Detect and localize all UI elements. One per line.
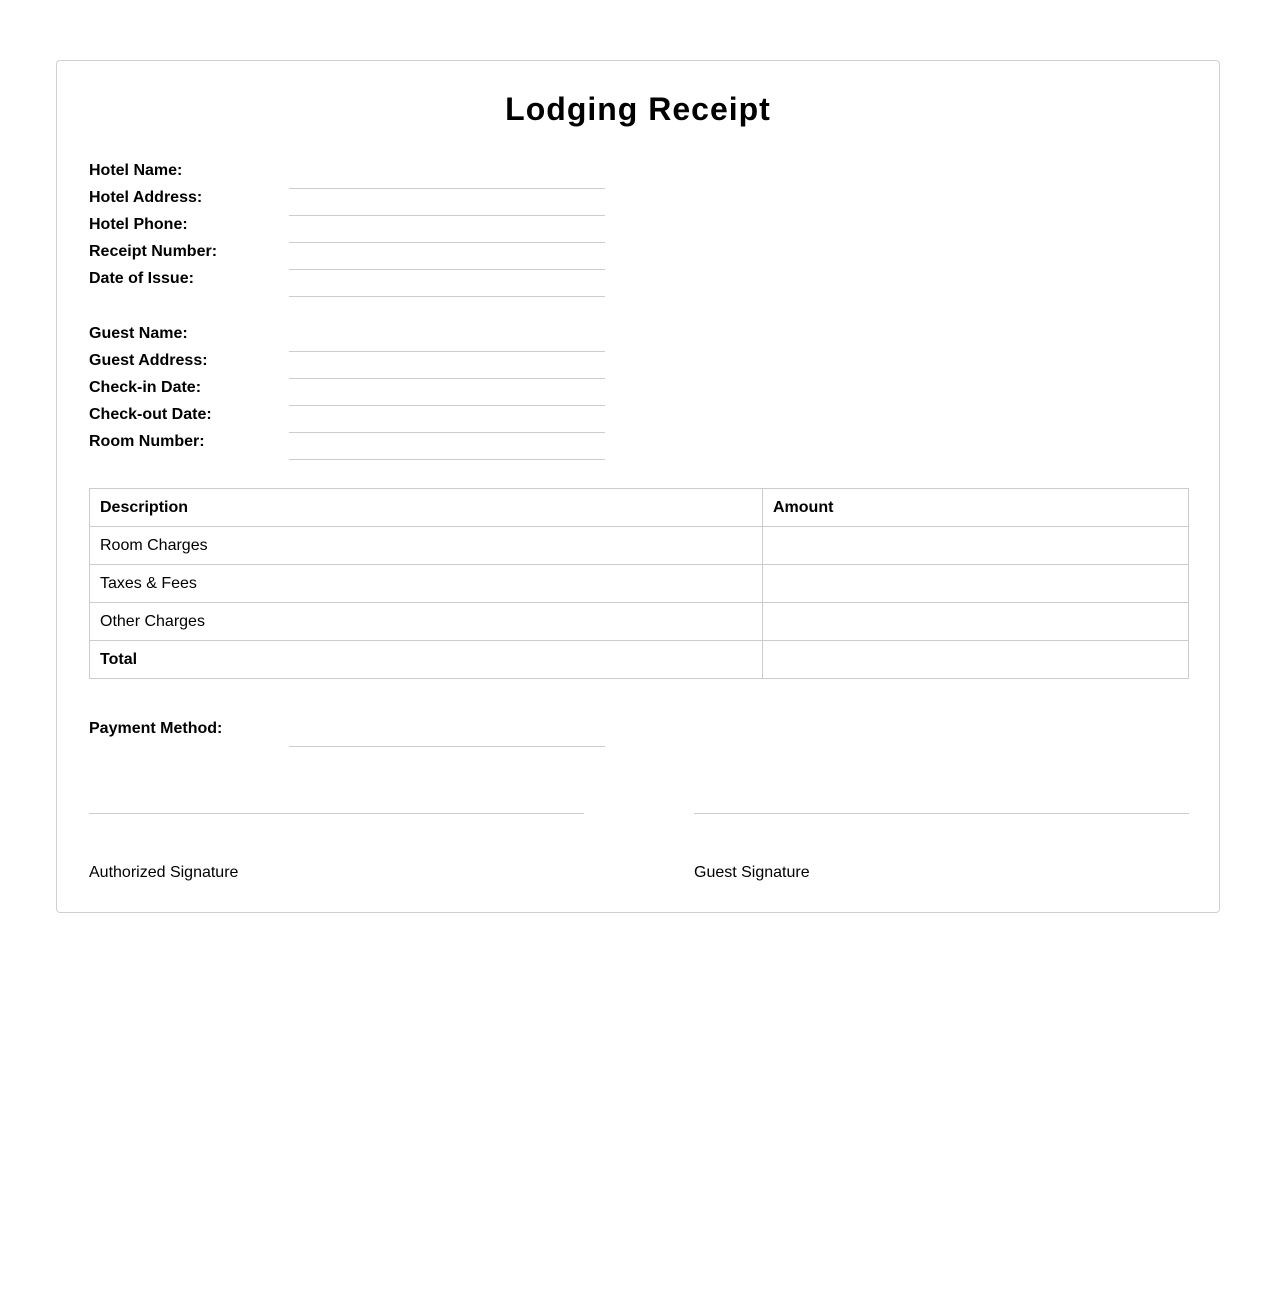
date-of-issue-label: Date of Issue: (89, 270, 194, 287)
guest-name-label: Guest Name: (89, 325, 188, 342)
row-description: Room Charges (90, 527, 763, 565)
hotel-address-label: Hotel Address: (89, 189, 203, 206)
hotel-name-field[interactable] (289, 188, 605, 189)
guest-name-field[interactable] (289, 351, 605, 352)
check-in-date-label: Check-in Date: (89, 379, 202, 396)
check-in-date-field[interactable] (289, 405, 605, 406)
payment-method-label: Payment Method: (89, 720, 223, 737)
row-description: Other Charges (90, 603, 763, 641)
total-amount[interactable] (763, 641, 1189, 679)
page-title: Lodging Receipt (505, 91, 771, 127)
guest-signature-label: Guest Signature (694, 864, 810, 881)
authorized-signature-line[interactable] (89, 813, 584, 814)
charges-table (89, 488, 1189, 679)
total-label: Total (90, 641, 763, 679)
payment-method-field[interactable] (289, 746, 605, 747)
room-number-field[interactable] (289, 459, 605, 460)
check-out-date-label: Check-out Date: (89, 406, 212, 423)
amount-header: Amount (763, 489, 1189, 527)
receipt-card (56, 60, 1220, 913)
row-amount[interactable] (763, 603, 1189, 641)
date-of-issue-field[interactable] (289, 296, 605, 297)
receipt-number-field[interactable] (289, 269, 605, 270)
hotel-address-field[interactable] (289, 215, 605, 216)
check-out-date-field[interactable] (289, 432, 605, 433)
table-header-row (90, 489, 1189, 527)
table-row (90, 565, 1189, 603)
hotel-name-label: Hotel Name: (89, 162, 183, 179)
receipt-number-label: Receipt Number: (89, 243, 218, 260)
guest-address-field[interactable] (289, 378, 605, 379)
guest-address-label: Guest Address: (89, 352, 208, 369)
authorized-signature-label: Authorized Signature (89, 864, 239, 881)
guest-signature-line[interactable] (694, 813, 1189, 814)
table-row (90, 603, 1189, 641)
row-amount[interactable] (763, 527, 1189, 565)
row-description: Taxes & Fees (90, 565, 763, 603)
description-header: Description (90, 489, 763, 527)
hotel-phone-label: Hotel Phone: (89, 216, 188, 233)
row-amount[interactable] (763, 565, 1189, 603)
room-number-label: Room Number: (89, 433, 205, 450)
total-row (90, 641, 1189, 679)
table-row (90, 527, 1189, 565)
hotel-phone-field[interactable] (289, 242, 605, 243)
